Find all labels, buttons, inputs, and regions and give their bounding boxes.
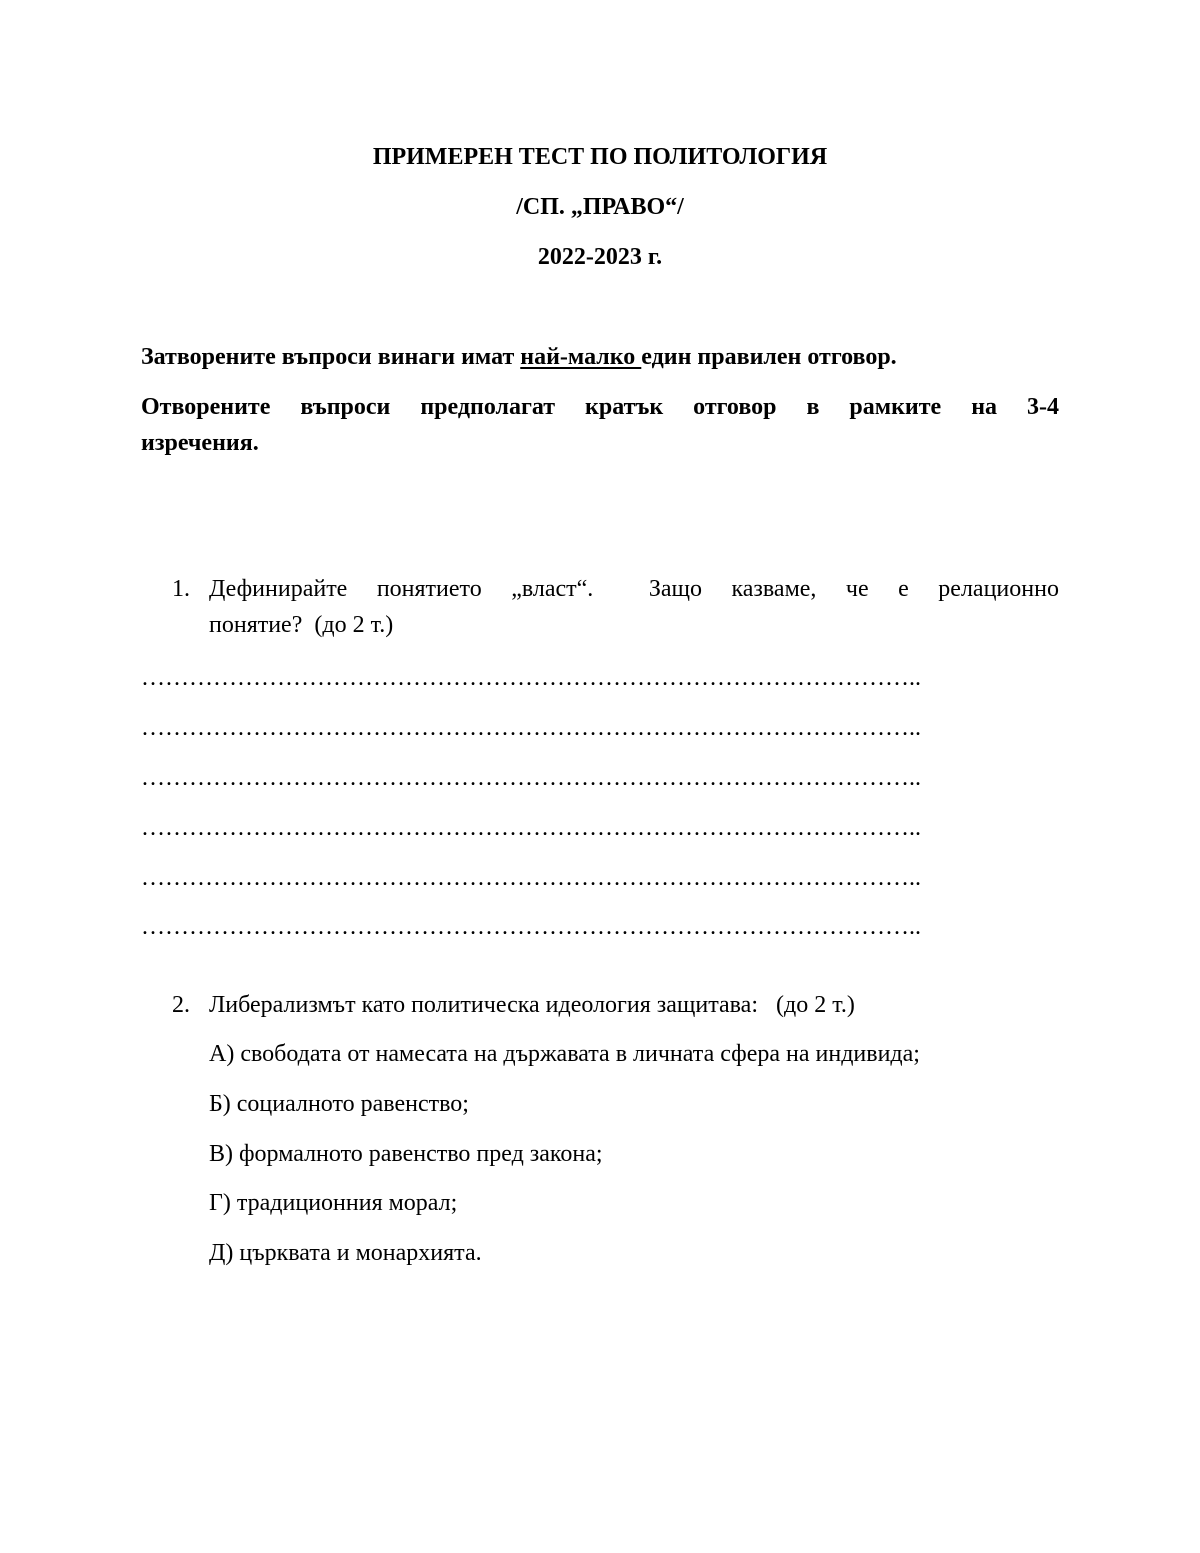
answer-line: …………………………………………………………………………………….. xyxy=(141,815,921,841)
document-title: ПРИМЕРЕН ТЕСТ ПО ПОЛИТОЛОГИЯ xyxy=(372,144,828,170)
instruction-closed-part1: Затворените въпроси винаги имат xyxy=(141,344,521,370)
question-1-number: 1. xyxy=(172,576,190,602)
instruction-closed-part2: един правилен отговор. xyxy=(641,344,897,370)
instruction-closed-underlined: най-малко xyxy=(520,344,642,370)
q1-word: е xyxy=(898,576,909,602)
q1-word: казваме, xyxy=(731,576,817,602)
question-2-text: Либерализмът като политическа идеология защитава: (до 2 т.) xyxy=(209,992,855,1018)
instruction-closed-questions xyxy=(141,339,1059,375)
option-b: Б) социалното равенство; xyxy=(209,1091,469,1117)
answer-line: …………………………………………………………………………………….. xyxy=(141,665,921,691)
answer-line: …………………………………………………………………………………….. xyxy=(141,865,921,891)
q1-word: понятието xyxy=(376,576,482,602)
q1-word: релационно xyxy=(938,576,1059,602)
instruction-open-questions xyxy=(141,389,1059,461)
question-1-text xyxy=(209,571,1059,643)
option-d: Г) традиционния морал; xyxy=(209,1190,458,1216)
q1-word: Защо xyxy=(648,576,702,602)
answer-line: …………………………………………………………………………………….. xyxy=(141,715,921,741)
answer-line: …………………………………………………………………………………….. xyxy=(141,914,921,940)
academic-year: 2022-2023 г. xyxy=(537,244,663,270)
question-1-line2: понятие? (до 2 т.) xyxy=(209,612,394,638)
question-1-line1 xyxy=(209,571,1059,607)
option-e: Д) църквата и монархията. xyxy=(209,1240,482,1266)
q1-word: че xyxy=(845,576,869,602)
q1-word: Дефинирайте xyxy=(209,576,348,602)
instruction-open-line1: Отворените въпроси предполагат кратък отговор в рамките на 3-4 xyxy=(141,394,1059,420)
option-c: В) формалното равенство пред закона; xyxy=(209,1141,603,1167)
q1-word: „власт“. xyxy=(511,576,594,602)
option-a: А) свободата от намесата на държавата в личната сфера на индивида; xyxy=(209,1041,920,1067)
question-2-number: 2. xyxy=(172,992,190,1018)
program-subtitle: /СП. „ПРАВО“/ xyxy=(516,194,684,220)
answer-line: …………………………………………………………………………………….. xyxy=(141,765,921,791)
instruction-open-line2: изречения. xyxy=(141,430,259,456)
